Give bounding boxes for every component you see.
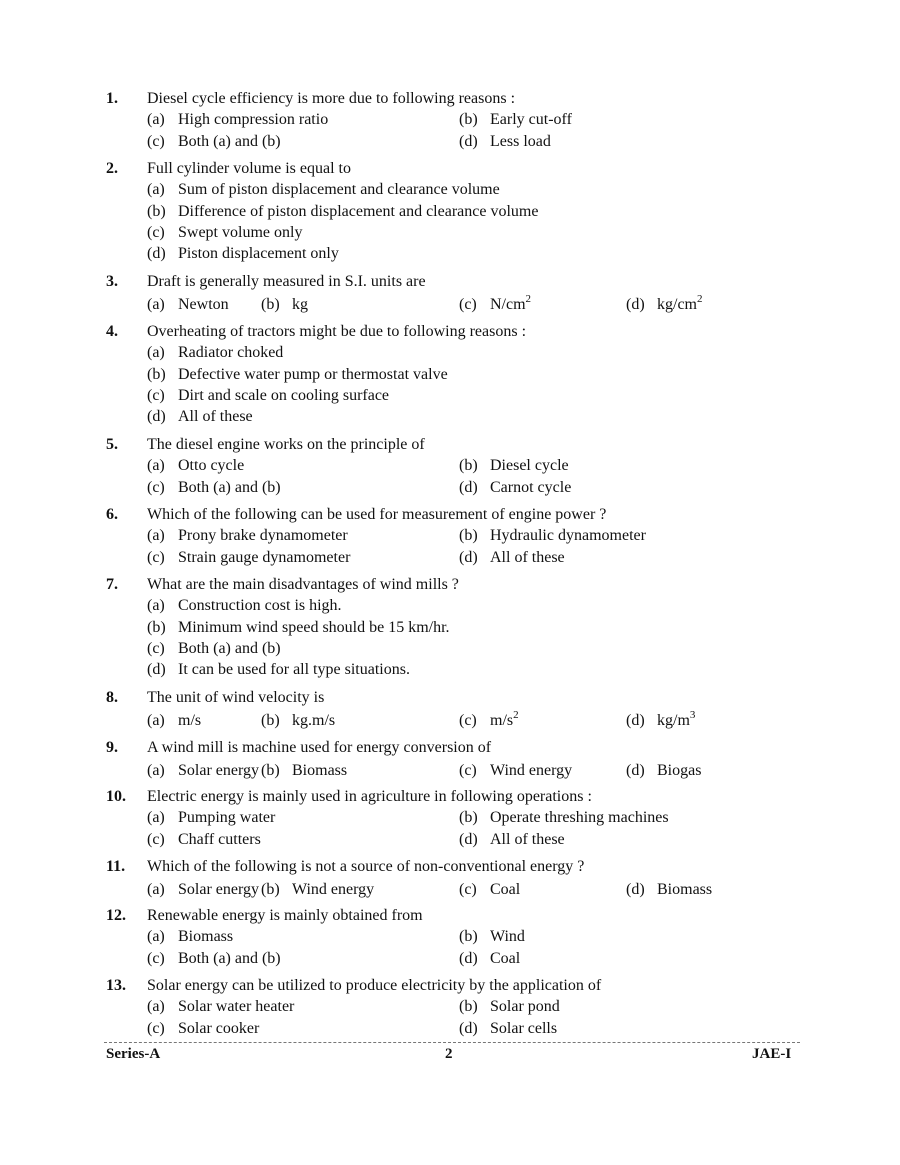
option-text: kg/cm xyxy=(657,296,697,314)
option-label: (b) xyxy=(261,881,280,899)
option-label: (b) xyxy=(459,111,478,129)
option-text: Difference of piston displacement and clearance volume xyxy=(178,202,539,220)
question-text: Which of the following can be used for measurement of engine power ? xyxy=(147,506,607,523)
option-text: It can be used for all type situations. xyxy=(178,661,410,679)
answer-option xyxy=(261,294,308,315)
answer-option xyxy=(147,710,201,731)
answer-option xyxy=(147,222,302,243)
option-text: Coal xyxy=(490,949,521,967)
option-text: Both (a) and (b) xyxy=(178,639,281,657)
option-label: (d) xyxy=(459,132,478,150)
question-text: Draft is generally measured in S.I. units are xyxy=(147,273,426,290)
option-label: (a) xyxy=(147,457,165,475)
option-label: (c) xyxy=(147,639,165,657)
option-superscript: 3 xyxy=(689,708,696,721)
option-label: (a) xyxy=(147,597,165,615)
answer-option xyxy=(147,617,450,638)
option-label: (a) xyxy=(147,762,165,780)
question-text: A wind mill is machine used for energy conversion of xyxy=(147,739,492,756)
answer-option xyxy=(147,948,281,969)
option-label: (b) xyxy=(147,618,166,636)
answer-option xyxy=(459,525,646,546)
option-text: Biomass xyxy=(178,928,234,946)
question-text: The unit of wind velocity is xyxy=(147,689,325,706)
exam-code: JAE-I xyxy=(752,1046,792,1062)
question-text: Solar energy can be utilized to produce electricity by the application of xyxy=(147,977,602,994)
option-text: kg/m xyxy=(657,712,690,730)
option-text: Operate threshing machines xyxy=(490,809,669,827)
option-label: (d) xyxy=(147,245,166,263)
answer-option xyxy=(147,547,350,568)
answer-option xyxy=(147,109,328,130)
answer-option xyxy=(147,926,233,947)
option-text: Chaff cutters xyxy=(178,830,261,848)
answer-option xyxy=(147,1018,259,1039)
option-label: (c) xyxy=(147,478,165,496)
question-number: 2. xyxy=(106,160,118,177)
option-text: Construction cost is high. xyxy=(178,597,342,615)
option-text: kg xyxy=(292,296,308,314)
question-text: Electric energy is mainly used in agriculture in following operations : xyxy=(147,788,592,805)
option-label: (d) xyxy=(626,296,645,314)
option-superscript: 2 xyxy=(525,292,532,305)
answer-option xyxy=(261,879,374,900)
option-text: Solar cells xyxy=(490,1019,558,1037)
series-label: Series-A xyxy=(106,1046,161,1062)
answer-option xyxy=(459,948,520,969)
answer-option xyxy=(147,342,283,363)
question-number: 10. xyxy=(106,788,126,805)
answer-option xyxy=(261,760,347,781)
answer-option xyxy=(459,109,572,130)
option-label: (d) xyxy=(147,408,166,426)
option-label: (b) xyxy=(261,762,280,780)
option-label: (a) xyxy=(147,296,165,314)
answer-option xyxy=(147,455,244,476)
option-label: (c) xyxy=(459,296,477,314)
answer-option xyxy=(626,710,695,731)
option-text: Solar energy xyxy=(178,881,260,899)
option-label: (d) xyxy=(459,830,478,848)
option-text: N/cm xyxy=(490,296,526,314)
option-text: Solar water heater xyxy=(178,998,295,1016)
question-number: 6. xyxy=(106,506,118,523)
answer-option xyxy=(147,201,538,222)
option-label: (c) xyxy=(459,762,477,780)
answer-option xyxy=(147,659,410,680)
answer-option xyxy=(459,996,560,1017)
answer-option xyxy=(147,131,281,152)
answer-option xyxy=(459,477,571,498)
answer-option xyxy=(147,807,275,828)
answer-option xyxy=(147,294,229,315)
answer-option xyxy=(147,525,348,546)
option-text: Biomass xyxy=(292,762,348,780)
option-text: Coal xyxy=(490,881,521,899)
option-text: Both (a) and (b) xyxy=(178,949,281,967)
question-number: 1. xyxy=(106,90,118,107)
option-label: (a) xyxy=(147,998,165,1016)
option-label: (c) xyxy=(147,830,165,848)
option-label: (d) xyxy=(459,1019,478,1037)
option-text: Solar cooker xyxy=(178,1019,260,1037)
option-label: (d) xyxy=(626,762,645,780)
answer-option xyxy=(147,243,339,264)
option-text: Biomass xyxy=(657,881,713,899)
answer-option xyxy=(459,760,572,781)
option-label: (c) xyxy=(147,548,165,566)
question-number: 4. xyxy=(106,323,118,340)
option-text: Strain gauge dynamometer xyxy=(178,548,351,566)
option-text: Both (a) and (b) xyxy=(178,478,281,496)
option-text: Swept volume only xyxy=(178,223,303,241)
option-label: (b) xyxy=(147,365,166,383)
option-text: kg.m/s xyxy=(292,712,336,730)
answer-option xyxy=(626,294,703,315)
option-text: Minimum wind speed should be 15 km/hr. xyxy=(178,618,450,636)
option-text: Wind xyxy=(490,928,525,946)
answer-option xyxy=(147,364,448,385)
question-text: The diesel engine works on the principle of xyxy=(147,436,425,453)
answer-option xyxy=(147,595,342,616)
option-label: (a) xyxy=(147,881,165,899)
answer-option xyxy=(459,294,531,315)
option-text: All of these xyxy=(490,830,565,848)
option-text: m/s xyxy=(178,712,202,730)
option-label: (b) xyxy=(459,998,478,1016)
option-label: (c) xyxy=(147,223,165,241)
option-label: (d) xyxy=(147,661,166,679)
answer-option xyxy=(459,131,551,152)
question-text: Renewable energy is mainly obtained from xyxy=(147,907,423,924)
option-label: (a) xyxy=(147,809,165,827)
option-label: (b) xyxy=(459,809,478,827)
answer-option xyxy=(147,385,389,406)
option-text: Newton xyxy=(178,296,229,314)
answer-option xyxy=(459,1018,557,1039)
option-text: All of these xyxy=(178,408,253,426)
option-text: Prony brake dynamometer xyxy=(178,527,348,545)
option-label: (c) xyxy=(147,386,165,404)
answer-option xyxy=(459,926,525,947)
answer-option xyxy=(459,547,565,568)
option-text: Dirt and scale on cooling surface xyxy=(178,386,390,404)
answer-option xyxy=(459,879,520,900)
option-text: Diesel cycle xyxy=(490,457,569,475)
option-label: (b) xyxy=(459,928,478,946)
answer-option xyxy=(147,829,261,850)
option-text: Less load xyxy=(490,132,551,150)
question-number: 3. xyxy=(106,273,118,290)
answer-option xyxy=(147,477,281,498)
option-text: Solar energy xyxy=(178,762,260,780)
option-text: Otto cycle xyxy=(178,457,245,475)
question-text: What are the main disadvantages of wind mills ? xyxy=(147,576,459,593)
answer-option xyxy=(459,710,519,731)
answer-option xyxy=(459,807,669,828)
option-text: Pumping water xyxy=(178,809,276,827)
answer-option xyxy=(147,996,294,1017)
question-number: 9. xyxy=(106,739,118,756)
option-text: Solar pond xyxy=(490,998,560,1016)
option-label: (d) xyxy=(459,548,478,566)
option-label: (d) xyxy=(459,478,478,496)
question-text: Full cylinder volume is equal to xyxy=(147,160,351,177)
option-label: (c) xyxy=(147,1019,165,1037)
answer-option xyxy=(626,760,701,781)
option-text: Both (a) and (b) xyxy=(178,132,281,150)
page-number: 2 xyxy=(445,1046,453,1062)
option-label: (b) xyxy=(261,712,280,730)
option-label: (a) xyxy=(147,111,165,129)
answer-option xyxy=(147,406,253,427)
option-text: High compression ratio xyxy=(178,111,329,129)
option-label: (d) xyxy=(626,881,645,899)
option-label: (b) xyxy=(147,202,166,220)
option-label: (a) xyxy=(147,928,165,946)
answer-option xyxy=(261,710,335,731)
option-text: Radiator choked xyxy=(178,344,284,362)
option-label: (d) xyxy=(459,949,478,967)
option-text: Early cut-off xyxy=(490,111,572,129)
option-text: Wind energy xyxy=(490,762,573,780)
option-text: Defective water pump or thermostat valve xyxy=(178,365,448,383)
option-label: (d) xyxy=(626,712,645,730)
option-label: (a) xyxy=(147,181,165,199)
option-text: Hydraulic dynamometer xyxy=(490,527,646,545)
answer-option xyxy=(147,638,281,659)
option-superscript: 2 xyxy=(697,292,703,305)
option-text: m/s xyxy=(490,712,514,730)
question-number: 11. xyxy=(106,858,126,875)
option-label: (c) xyxy=(459,712,477,730)
question-text: Diesel cycle efficiency is more due to following reasons : xyxy=(147,90,516,107)
option-label: (c) xyxy=(147,949,165,967)
option-label: (a) xyxy=(147,712,165,730)
question-number: 12. xyxy=(106,907,126,924)
answer-option xyxy=(626,879,712,900)
question-number: 7. xyxy=(106,576,118,593)
answer-option xyxy=(459,829,565,850)
question-number: 8. xyxy=(106,689,118,706)
option-text: Piston displacement only xyxy=(178,245,339,263)
option-label: (b) xyxy=(459,457,478,475)
answer-option xyxy=(147,760,259,781)
option-text: All of these xyxy=(490,548,565,566)
option-label: (b) xyxy=(261,296,280,314)
option-label: (c) xyxy=(147,132,165,150)
option-text: Biogas xyxy=(657,762,702,780)
answer-option xyxy=(147,879,259,900)
option-text: Carnot cycle xyxy=(490,478,572,496)
option-label: (a) xyxy=(147,527,165,545)
option-label: (c) xyxy=(459,881,477,899)
option-superscript: 2 xyxy=(513,708,519,721)
option-label: (a) xyxy=(147,344,165,362)
question-number: 5. xyxy=(106,436,118,453)
question-text: Which of the following is not a source of non-conventional energy ? xyxy=(147,858,585,875)
question-number: 13. xyxy=(106,977,126,994)
question-text: Overheating of tractors might be due to following reasons : xyxy=(147,323,527,340)
footer-divider xyxy=(104,1042,800,1043)
answer-option xyxy=(459,455,569,476)
option-text: Sum of piston displacement and clearance volume xyxy=(178,181,500,199)
answer-option xyxy=(147,179,500,200)
option-label: (b) xyxy=(459,527,478,545)
option-text: Wind energy xyxy=(292,881,375,899)
